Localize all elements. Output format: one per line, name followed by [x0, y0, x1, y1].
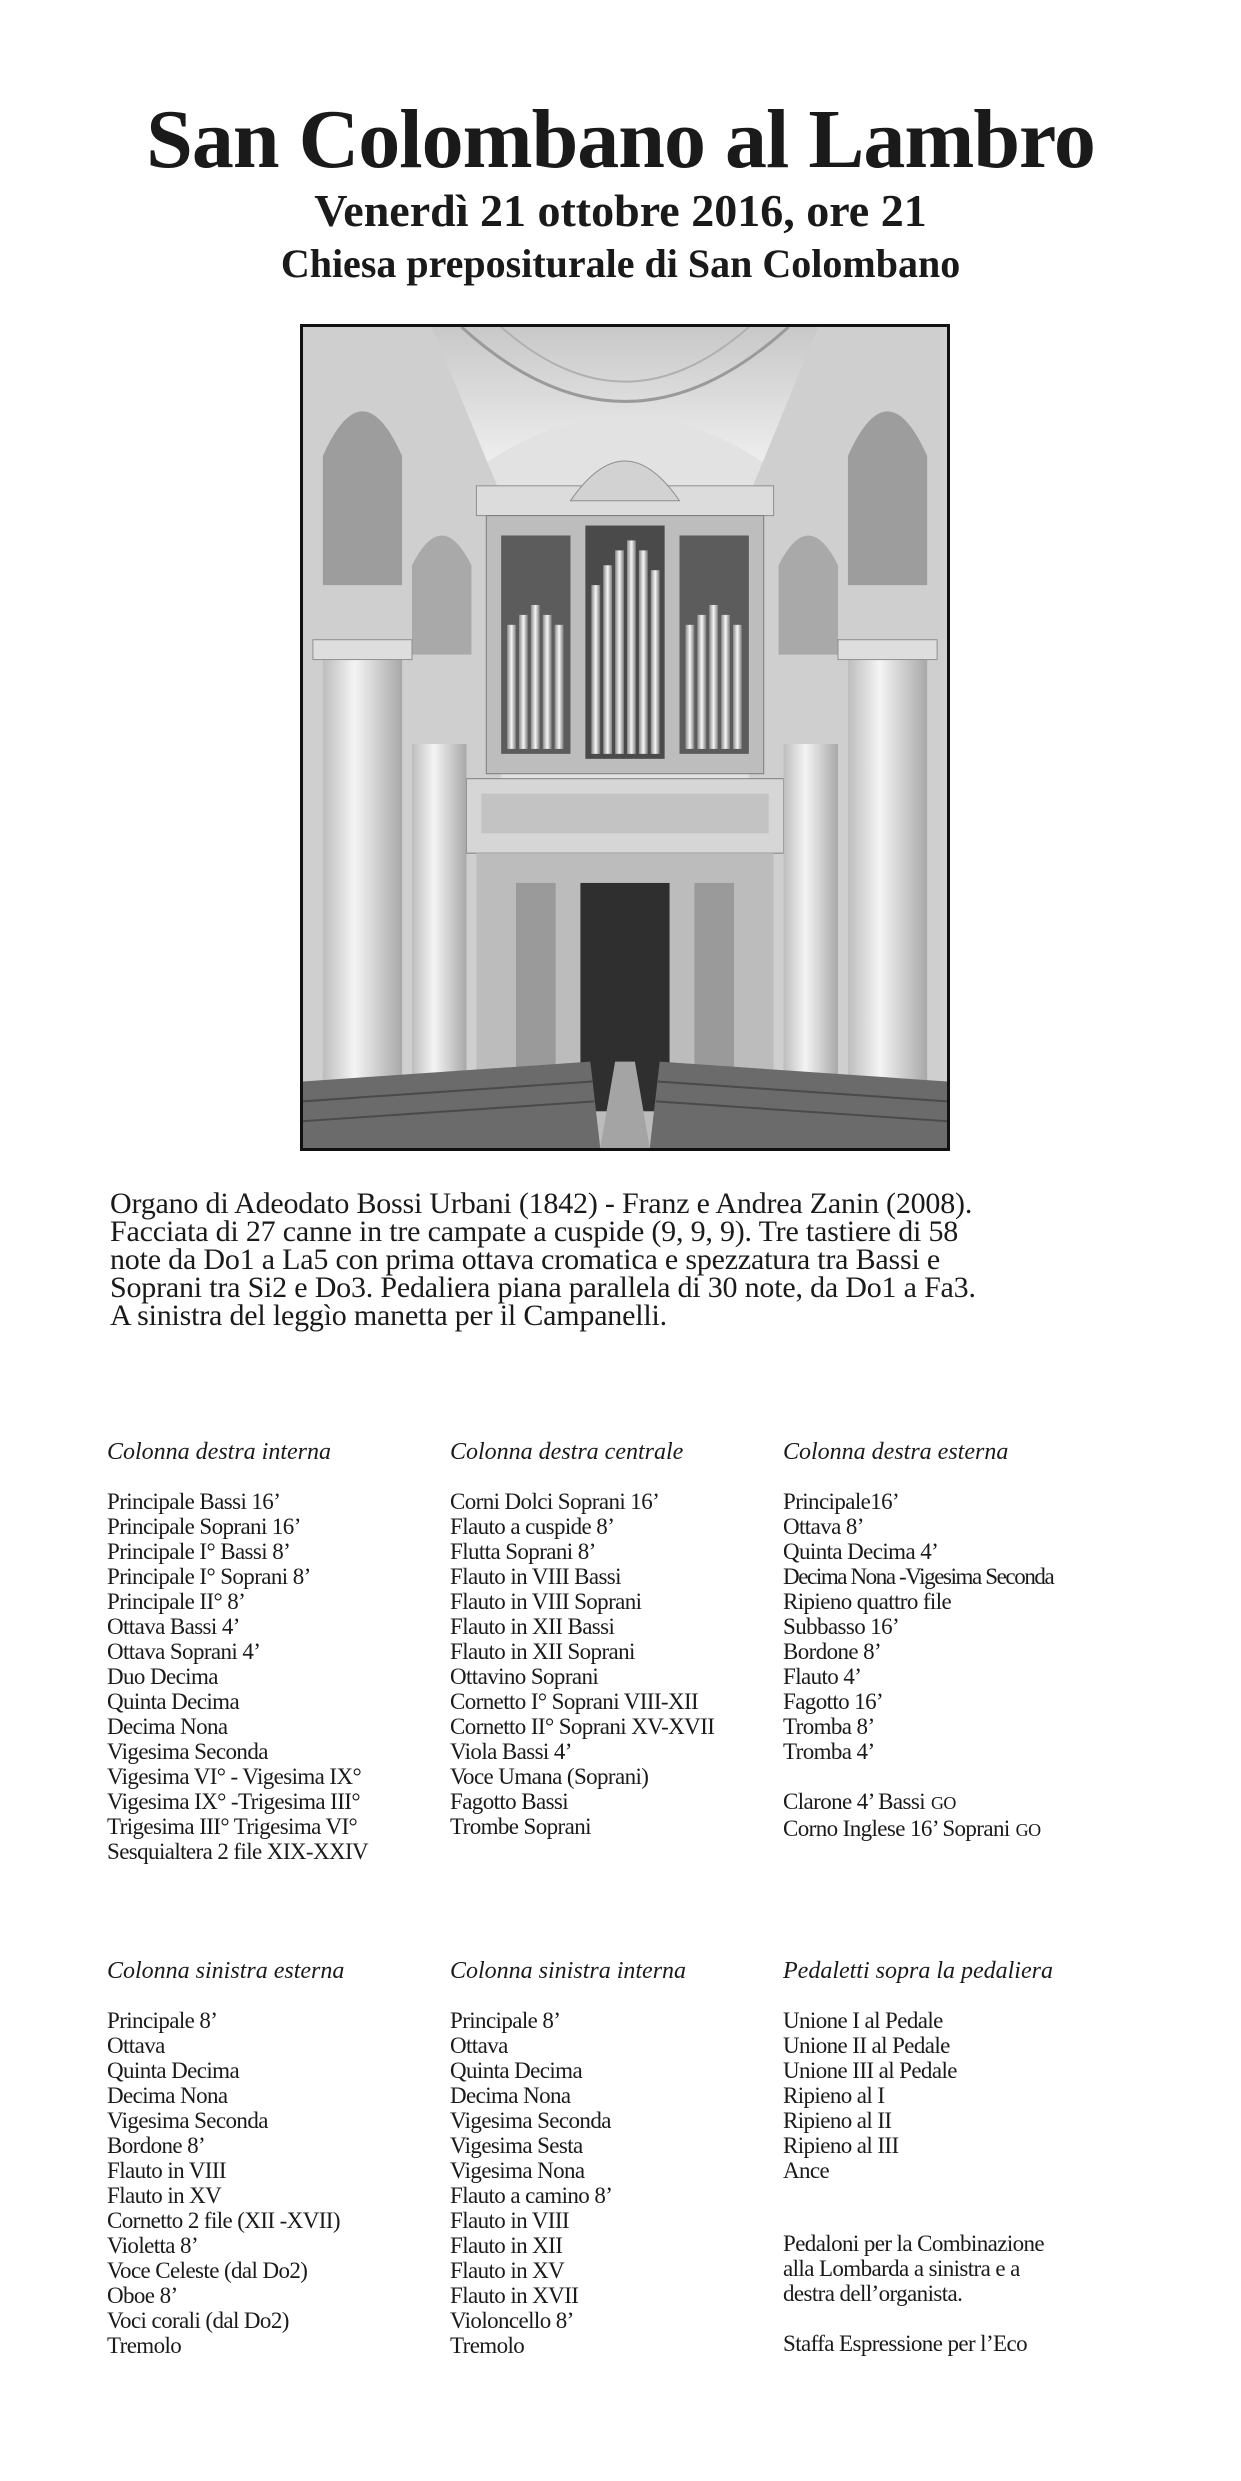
event-venue: Chiesa prepositurale di San Colombano	[280, 241, 961, 286]
stop-item: Flauto in XV	[107, 2183, 222, 2208]
expression-note: Staffa Espressione per l’Eco	[783, 2331, 1027, 2356]
stop-item: Principale II° 8’	[107, 1589, 246, 1614]
combination-note-line: alla Lombarda a sinistra e a	[783, 2256, 1020, 2281]
column-destra-esterna	[783, 1437, 1143, 1843]
stop-item: Principale 8’	[107, 2008, 218, 2033]
stop-item: Ottava	[450, 2033, 508, 2058]
column-heading: Colonna destra centrale	[450, 1439, 684, 1465]
stop-item: Subbasso 16’	[783, 1614, 900, 1639]
stop-item: Principale 8’	[450, 2008, 561, 2033]
stop-item: Principale I° Soprani 8’	[107, 1564, 311, 1589]
column-sinistra-interna	[450, 1956, 780, 2358]
column-heading: Colonna destra interna	[107, 1439, 332, 1465]
stop-item: Vigesima Seconda	[107, 1739, 268, 1764]
stop-item: Vigesima Seconda	[450, 2108, 611, 2133]
stop-item: Vigesima Sesta	[450, 2133, 583, 2158]
description-line: Soprani tra Si2 e Do3. Pedaliera piana parallela di 30 note, da Do1 a Fa3.	[110, 1271, 976, 1304]
stop-item: Flutta Soprani 8’	[450, 1539, 596, 1564]
stop-item: Cornetto I° Soprani VIII-XII	[450, 1689, 699, 1714]
stop-item: Decima Nona	[450, 2083, 571, 2108]
description-line: Organo di Adeodato Bossi Urbani (1842) - Franz e Andrea Zanin (2008).	[110, 1187, 973, 1220]
column-destra-interna	[107, 1437, 437, 1864]
stop-item: Cornetto 2 file (XII -XVII)	[107, 2208, 340, 2233]
stop-item: Principale I° Bassi 8’	[107, 1539, 291, 1564]
stop-item: Duo Decima	[107, 1664, 218, 1689]
stop-item: Ottavino Soprani	[450, 1664, 599, 1689]
stop-item: Decima Nona	[107, 1714, 228, 1739]
stop-item: Ottava	[107, 2033, 165, 2058]
manual-tag: GO	[931, 1793, 956, 1813]
column-heading: Colonna destra esterna	[783, 1439, 1009, 1465]
stop-item: Tromba 4’	[783, 1739, 875, 1764]
pedal-item: Ripieno al III	[783, 2133, 899, 2158]
stop-item: Principale Bassi 16’	[107, 1489, 281, 1514]
stop-item: Corni Dolci Soprani 16’	[450, 1489, 660, 1514]
stop-item: Quinta Decima	[107, 1689, 240, 1714]
stop-item: Vigesima Nona	[450, 2158, 585, 2183]
stop-item: Flauto a cuspide 8’	[450, 1514, 615, 1539]
stop-item: Tremolo	[107, 2333, 182, 2358]
stop-label: Clarone 4’ Bassi	[783, 1789, 926, 1814]
description-line: Facciata di 27 canne in tre campate a cuspide (9, 9, 9). Tre tastiere di 58	[110, 1215, 959, 1248]
combination-note-line: Pedaloni per la Combinazione	[783, 2231, 1045, 2256]
stop-item: Flauto in XII Bassi	[450, 1614, 615, 1639]
stop-item: Flauto in XVII	[450, 2283, 579, 2308]
pedal-item: Ripieno al II	[783, 2108, 892, 2133]
organ-illustration	[303, 327, 947, 1148]
stop-item: Decima Nona	[107, 2083, 228, 2108]
stop-item: Flauto in XII	[450, 2233, 563, 2258]
stop-item: Flauto in VIII	[450, 2208, 569, 2233]
page-title: San Colombano al Lambro	[146, 93, 1095, 186]
pedal-item: Unione I al Pedale	[783, 2008, 943, 2033]
stop-item: Flauto in XV	[450, 2258, 565, 2283]
stop-item: Decima Nona -Vigesima Seconda	[783, 1564, 1054, 1589]
stop-item: Principale16’	[783, 1489, 900, 1514]
stop-item: Ripieno quattro file	[783, 1589, 952, 1614]
pedal-item: Unione II al Pedale	[783, 2033, 950, 2058]
stop-item: Bordone 8’	[783, 1639, 882, 1664]
stop-item: Quinta Decima 4’	[783, 1539, 939, 1564]
stop-item-go	[783, 1789, 1143, 1816]
stop-item: Flauto 4’	[783, 1664, 862, 1689]
stop-item: Sesquialtera 2 file XIX-XXIV	[107, 1839, 369, 1864]
stop-item: Fagotto Bassi	[450, 1789, 569, 1814]
pedal-item: Ripieno al I	[783, 2083, 885, 2108]
organ-description	[110, 1187, 1150, 1332]
stop-item: Violetta 8’	[107, 2233, 199, 2258]
stop-item: Bordone 8’	[107, 2133, 206, 2158]
stop-item: Principale Soprani 16’	[107, 1514, 301, 1539]
stop-item: Ottava Soprani 4’	[107, 1639, 261, 1664]
stop-item: Flauto in XII Soprani	[450, 1639, 635, 1664]
stop-item: Flauto a camino 8’	[450, 2183, 613, 2208]
manual-tag: GO	[1015, 1820, 1041, 1840]
column-pedaletti	[783, 1956, 1143, 2356]
column-heading: Colonna sinistra interna	[450, 1958, 687, 1984]
stop-item: Trigesima III° Trigesima VI°	[107, 1814, 358, 1839]
stop-item: Voce Celeste (dal Do2)	[107, 2258, 308, 2283]
pedal-item: Ance	[783, 2158, 830, 2183]
description-line: A sinistra del leggìo manetta per il Campanelli.	[110, 1299, 667, 1332]
church-organ-photo	[300, 324, 950, 1151]
stop-label: Corno Inglese 16’ Soprani	[783, 1816, 1010, 1841]
combination-note-line: destra dell’organista.	[783, 2281, 963, 2306]
stop-item: Vigesima VI° - Vigesima IX°	[107, 1764, 362, 1789]
stop-item: Ottava Bassi 4’	[107, 1614, 240, 1639]
column-destra-centrale	[450, 1437, 780, 1839]
stop-item: Voci corali (dal Do2)	[107, 2308, 289, 2333]
stop-item: Tremolo	[450, 2333, 525, 2358]
stop-item: Ottava 8’	[783, 1514, 864, 1539]
stop-item: Quinta Decima	[107, 2058, 240, 2083]
stop-item: Flauto in VIII	[107, 2158, 226, 2183]
stop-item: Flauto in VIII Soprani	[450, 1589, 642, 1614]
stop-item: Violoncello 8’	[450, 2308, 574, 2333]
stop-item: Voce Umana (Soprani)	[450, 1764, 649, 1789]
stop-item: Quinta Decima	[450, 2058, 583, 2083]
column-heading: Colonna sinistra esterna	[107, 1958, 345, 1984]
stop-item: Viola Bassi 4’	[450, 1739, 572, 1764]
stop-item: Vigesima IX° -Trigesima III°	[107, 1789, 360, 1814]
stop-item: Trombe Soprani	[450, 1814, 591, 1839]
column-sinistra-esterna	[107, 1956, 437, 2358]
description-line: note da Do1 a La5 con prima ottava cromatica e spezzatura tra Bassi e	[110, 1243, 940, 1276]
stop-item: Fagotto 16’	[783, 1689, 884, 1714]
stop-item-go	[783, 1816, 1143, 1843]
column-heading: Pedaletti sopra la pedaliera	[783, 1958, 1053, 1984]
pedal-item: Unione III al Pedale	[783, 2058, 957, 2083]
stop-item: Tromba 8’	[783, 1714, 875, 1739]
stop-item: Cornetto II° Soprani XV-XVII	[450, 1714, 715, 1739]
event-date: Venerdì 21 ottobre 2016, ore 21	[314, 185, 927, 236]
stop-item: Flauto in VIII Bassi	[450, 1564, 621, 1589]
stop-item: Oboe 8’	[107, 2283, 178, 2308]
stop-item: Vigesima Seconda	[107, 2108, 268, 2133]
